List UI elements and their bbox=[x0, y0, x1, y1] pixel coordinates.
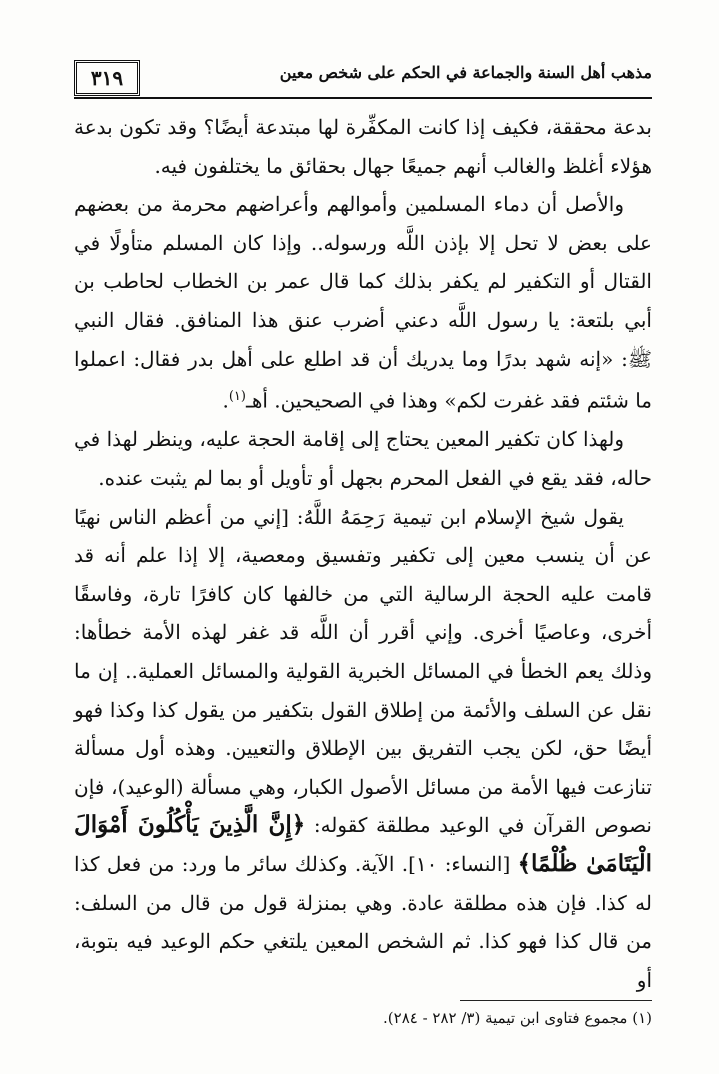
paragraph-2-text: والأصل أن دماء المسلمين وأموالهم وأعراضهم محرمة من بعضهم على بعض لا تحل إلا بإذن اللَّه ورسوله.. وإذا كان المسلم متأولًا في القتال أو التكفير لم يكفر بذلك كما قال عمر بن الخطاب لحاطب بن أبي بلتعة: يا رسول اللَّه دعني أضرب عنق هذا المنافق. فقال النبي ﷺ: «إنه شهد بدرًا وما يدريك أن قد اطلع على أهل بدر فقال: اعملوا ما شئتم فقد غفرت لكم» وهذا في الصحيحين. أهـ bbox=[74, 192, 652, 413]
paragraph-1: بدعة محققة، فكيف إذا كانت المكفِّرة لها مبتدعة أيضًا؟ وقد تكون بدعة هؤلاء أغلظ والغالب أنهم جميعًا جهال بحقائق ما يختلفون فيه. bbox=[74, 115, 652, 178]
paragraph-4-end: [النساء: ١٠]. الآية. وكذلك سائر ما ورد: من فعل كذا له كذا. فإن هذه مطلقة عادة. وهي بمنزلة قول من قال من السلف: من قال كذا فهو كذا. ثم الشخص المعين يلتغي حكم الوعيد فيه بتوبة، أو bbox=[74, 851, 652, 992]
main-text bbox=[74, 108, 652, 999]
paragraph-4 bbox=[74, 498, 652, 1000]
paragraph-3: ولهذا كان تكفير المعين يحتاج إلى إقامة الحجة عليه، وينظر لهذا في حاله، فقد يقع في الفعل المحرم بجهل أو تأويل أو بما لم يثبت عنده. bbox=[74, 427, 652, 490]
paragraph-4-text: يقول شيخ الإسلام ابن تيمية رَحِمَهُ اللَّهُ: [إني من أعظم الناس نهيًا عن أن ينسب معين إلى تكفير وتفسيق ومعصية، إلا إذا علم أنه قد قامت عليه الحجة الرسالية التي من خالفها كان كافرًا تارة، وفاسقًا أخرى، وعاصيًا أخرى. وإني أقرر أن اللَّه قد غفر لهذه الأمة خطأها: وذلك يعم الخطأ في المسائل الخبرية القولية والمسائل العملية.. إن ما نقل عن السلف والأئمة من إطلاق القول بتكفير من يقول كذا وكذا فهو أيضًا حق، لكن يجب التفريق بين الإطلاق والتعيين. وهذه أول مسألة تنازعت فيها الأمة من مسائل الأصول الكبار، وهي مسألة (الوعيد)، فإن نصوص القرآن في الوعيد مطلقة كقوله: bbox=[74, 504, 652, 838]
running-title: مذهب أهل السنة والجماعة في الحكم على شخص معين bbox=[279, 63, 652, 82]
footnote-rule bbox=[460, 1000, 652, 1001]
paragraph-2 bbox=[74, 185, 652, 420]
quran-verse: ﴿إِنَّ الَّذِينَ يَأْكُلُونَ أَمْوَالَ الْيَتَامَىٰ ظُلْمًا﴾ bbox=[74, 811, 652, 877]
paragraph-2-end: . bbox=[222, 388, 229, 413]
page-header bbox=[74, 58, 652, 98]
header-rule bbox=[74, 97, 652, 99]
footnote-1: (١) مجموع فتاوى ابن تيمية (٣/ ٢٨٢ - ٢٨٤). bbox=[383, 1009, 652, 1027]
footnote-ref-1: (١) bbox=[228, 389, 246, 405]
page-number: ٣١٩ bbox=[74, 60, 140, 96]
